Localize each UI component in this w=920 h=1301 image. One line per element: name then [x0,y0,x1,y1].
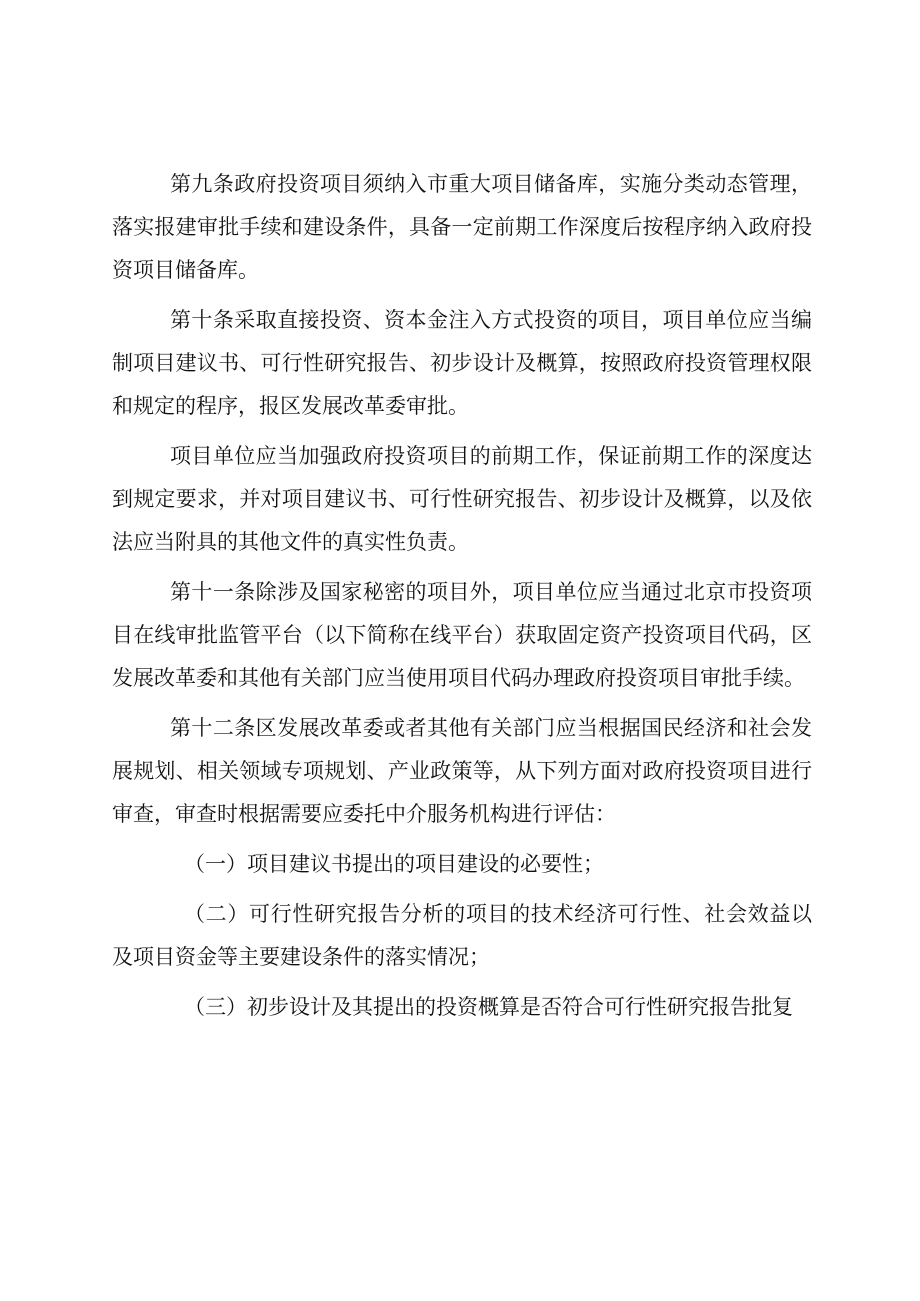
paragraph-article-11: 第十一条除涉及国家秘密的项目外，项目单位应当通过北京市投资项目在线审批监管平台（以下简称在线平台）获取固定资产投资项目代码，区发展改革委和其他有关部门应当使用项目代码办理政府投资项目审批手续。 [112,580,812,690]
paragraph-article-9: 第九条政府投资项目须纳入市重大项目储备库，实施分类动态管理，落实报建审批手续和建设条件，具备一定前期工作深度后按程序纳入政府投资项目储备库。 [112,172,812,282]
list-item-2: （二）可行性研究报告分析的项目的技术经济可行性、社会效益以及项目资金等主要建设条件的落实情况； [112,902,812,969]
paragraph-article-12: 第十二条区发展改革委或者其他有关部门应当根据国民经济和社会发展规划、相关领域专项规划、产业政策等，从下列方面对政府投资项目进行审查，审查时根据需要应委托中介服务机构进行评估： [112,716,812,826]
paragraph-article-10-cont: 项目单位应当加强政府投资项目的前期工作，保证前期工作的深度达到规定要求，并对项目建议书、可行性研究报告、初步设计及概算，以及依法应当附具的其他文件的真实性负责。 [112,444,812,554]
list-item-3: （三）初步设计及其提出的投资概算是否符合可行性研究报告批复 [184,995,793,1019]
paragraph-article-10: 第十条采取直接投资、资本金注入方式投资的项目，项目单位应当编制项目建议书、可行性研究报告、初步设计及概算，按照政府投资管理权限和规定的程序，报区发展改革委审批。 [112,308,812,418]
document-body [112,163,812,1036]
list-item-1: （一）项目建议书提出的项目建设的必要性； [184,852,604,876]
